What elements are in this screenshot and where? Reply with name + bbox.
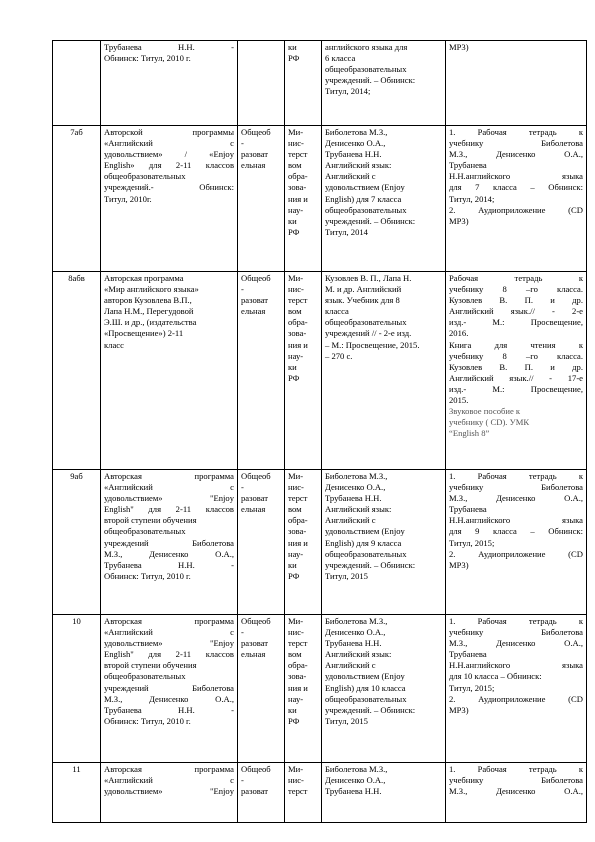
- cell-approved-by-line: ки: [288, 559, 297, 570]
- cell-program-line: Авторская программа: [104, 764, 234, 774]
- cell-approved-by-line: РФ: [288, 53, 300, 64]
- cell-approved-by-line: РФ: [288, 570, 300, 581]
- cell-textbook-line: – 270 с.: [325, 350, 353, 361]
- cell-supplementary-line: Английский язык.// - 17-е: [449, 372, 583, 383]
- cell-approved-by-line: зова-: [288, 328, 307, 339]
- cell-approved-by-line: вом: [288, 160, 302, 171]
- cell-supplementary-line: Английский язык.// - 2-е: [449, 306, 583, 317]
- cell-supplementary-line: 2015.: [449, 395, 469, 406]
- cell-approved-by-line: зова-: [288, 526, 307, 537]
- table-row: [53, 41, 587, 126]
- cell-textbook-line: English) для 9 класса: [325, 537, 402, 548]
- cell-approved-by-line: ки: [288, 704, 297, 715]
- class-label: 11: [72, 764, 81, 774]
- cell-supplementary: [446, 470, 587, 615]
- cell-supplementary-line: Н.Н.английского языка: [449, 171, 583, 182]
- cell-textbook-line: учреждений. – Обнинск:: [325, 215, 416, 226]
- cell-supplementary-line: М.З., Денисенко О.А.,: [449, 786, 583, 797]
- cell-supplementary: [446, 272, 587, 470]
- cell-textbook-line: Трубанева Н.Н.: [325, 149, 382, 160]
- cell-approved-by-line: Ми-: [288, 616, 304, 626]
- cell-approved-by-line: Ми-: [288, 127, 304, 137]
- cell-textbook-line: Трубанева Н.Н.: [325, 493, 382, 504]
- cell-textbook-line: Титул, 2014: [325, 226, 368, 237]
- cell-level-line: Общеоб: [241, 616, 271, 626]
- cell-level-line: Общеоб: [241, 471, 271, 481]
- cell-supplementary-line: МР3): [449, 704, 469, 715]
- cell-approved-by: [285, 272, 322, 470]
- cell-program: [101, 470, 238, 615]
- cell-textbook-line: общеобразовательных: [325, 204, 407, 215]
- cell-approved-by-line: терст: [288, 149, 308, 160]
- cell-level-line: -: [241, 138, 244, 149]
- cell-supplementary-line: Н.Н.английского языка: [449, 660, 583, 671]
- cell-class: [53, 41, 101, 126]
- cell-supplementary-line: 2. Аудиоприложение (CD: [449, 693, 583, 704]
- cell-level: [238, 615, 285, 763]
- cell-program: [101, 615, 238, 763]
- cell-textbook-line: язык. Учебник для 8: [325, 295, 400, 306]
- cell-level: [238, 763, 285, 823]
- cell-supplementary-line: для 9 класса – Обнинск:: [449, 526, 583, 537]
- cell-supplementary-line: Титул, 2015;: [449, 682, 495, 693]
- cell-program-line: Трубанева Н.Н. -: [104, 559, 234, 570]
- cell-class: [53, 763, 101, 823]
- cell-textbook-line: Титул, 2015: [325, 570, 368, 581]
- cell-approved-by-line: терст: [288, 493, 308, 504]
- cell-approved-by-line: вом: [288, 649, 302, 660]
- cell-textbook-line: Английский язык:: [325, 160, 392, 171]
- cell-supplementary-line: учебнику 8 –го класса.: [449, 350, 583, 361]
- cell-supplementary-line: учебнику Биболетова: [449, 775, 583, 786]
- cell-level-line: ельная: [241, 306, 266, 317]
- cell-program: [101, 41, 238, 126]
- cell-approved-by-line: ния и: [288, 537, 308, 548]
- cell-supplementary-line: 2016.: [449, 328, 469, 339]
- cell-textbook-line: учреждений // - 2-е изд.: [325, 328, 412, 339]
- cell-program-line: учреждений.- Обнинск:: [104, 182, 234, 193]
- table-row: [53, 470, 587, 615]
- cell-supplementary-line: М.З., Денисенко О.А.,: [449, 493, 583, 504]
- cell-approved-by-line: обра-: [288, 660, 308, 671]
- cell-program-line: Авторская программа: [104, 616, 234, 626]
- cell-supplementary-line: учебнику Биболетова: [449, 482, 583, 493]
- table-row: [53, 272, 587, 470]
- cell-approved-by: [285, 41, 322, 126]
- cell-program-line: English" для 2-11 классов: [104, 504, 234, 515]
- cell-class: [53, 615, 101, 763]
- cell-supplementary-line: Рабочая тетрадь к: [449, 273, 583, 283]
- cell-program-line: «Мир английского языка»: [104, 284, 199, 295]
- cell-supplementary-line: МР3): [449, 42, 469, 52]
- cell-program-line: авторов Кузовлева В.П.,: [104, 295, 192, 306]
- cell-program-line: English" для 2-11 классов: [104, 649, 234, 660]
- cell-level-line: -: [241, 482, 244, 493]
- cell-level-line: Общеоб: [241, 127, 271, 137]
- cell-approved-by-line: ния и: [288, 682, 308, 693]
- class-label: 8абв: [68, 273, 85, 283]
- cell-supplementary-line: 2. Аудиоприложение (CD: [449, 204, 583, 215]
- cell-textbook-line: 6 класса: [325, 53, 356, 64]
- cell-textbook: [322, 763, 446, 823]
- cell-supplementary-line: Кузовлев В. П. и др.: [449, 361, 583, 372]
- cell-supplementary-line: Звуковое пособие к: [449, 406, 521, 417]
- cell-program-line: Титул, 2010г.: [104, 193, 152, 204]
- cell-textbook-line: Английский язык:: [325, 504, 392, 515]
- cell-textbook-line: Английский с: [325, 515, 376, 526]
- cell-approved-by-line: зова-: [288, 182, 307, 193]
- cell-approved-by-line: нис-: [288, 482, 304, 493]
- cell-supplementary-line: Книга для чтения к: [449, 339, 583, 350]
- cell-textbook-line: общеобразовательных: [325, 548, 407, 559]
- cell-program: [101, 763, 238, 823]
- cell-approved-by-line: нис-: [288, 627, 304, 638]
- cell-textbook: [322, 470, 446, 615]
- cell-supplementary-line: Трубанева: [449, 160, 487, 171]
- cell-approved-by-line: РФ: [288, 715, 300, 726]
- cell-textbook-line: English) для 10 класса: [325, 682, 406, 693]
- cell-supplementary-line: Титул, 2015;: [449, 537, 495, 548]
- cell-approved-by-line: нис-: [288, 138, 304, 149]
- cell-program-line: удовольствием» / «Enjoy: [104, 149, 234, 160]
- cell-level-line: разоват: [241, 493, 269, 504]
- cell-textbook-line: английского языка для: [325, 42, 408, 52]
- cell-supplementary-line: МР3): [449, 215, 469, 226]
- cell-level-line: разоват: [241, 638, 269, 649]
- cell-supplementary: [446, 615, 587, 763]
- cell-supplementary-line: изд.- М.: Просвещение,: [449, 317, 583, 328]
- cell-approved-by: [285, 615, 322, 763]
- cell-textbook-line: Денисенко О.А.,: [325, 775, 386, 786]
- cell-approved-by-line: ки: [288, 215, 297, 226]
- cell-textbook-line: Трубанева Н.Н.: [325, 638, 382, 649]
- cell-program-line: М.З., Денисенко О.А.,: [104, 693, 234, 704]
- cell-textbook-line: English) для 7 класса: [325, 193, 402, 204]
- cell-textbook-line: Денисенко О.А.,: [325, 138, 386, 149]
- cell-level-line: Общеоб: [241, 273, 271, 283]
- cell-level-line: ельная: [241, 160, 266, 171]
- cell-class: [53, 470, 101, 615]
- cell-program: [101, 272, 238, 470]
- cell-approved-by-line: нау-: [288, 204, 304, 215]
- cell-supplementary-line: 1. Рабочая тетрадь к: [449, 471, 583, 481]
- cell-textbook-line: Денисенко О.А.,: [325, 482, 386, 493]
- cell-program-line: «Английский с: [104, 482, 234, 493]
- cell-program-line: учреждений Биболетова: [104, 537, 234, 548]
- cell-program-line: общеобразовательных: [104, 171, 186, 182]
- cell-supplementary-line: изд.- М.: Просвещение,: [449, 383, 583, 394]
- cell-program-line: Авторской программы: [104, 127, 234, 137]
- cell-program-line: второй ступени обучения: [104, 660, 197, 671]
- cell-textbook-line: Английский с: [325, 171, 376, 182]
- cell-approved-by-line: Ми-: [288, 273, 304, 283]
- cell-supplementary-line: учебнику ( CD). УМК: [449, 417, 530, 428]
- cell-approved-by-line: нау-: [288, 548, 304, 559]
- cell-program-line: общеобразовательных: [104, 526, 186, 537]
- cell-textbook-line: Кузовлев В. П., Лапа Н.: [325, 273, 412, 283]
- cell-supplementary-line: учебнику Биболетова: [449, 138, 583, 149]
- cell-supplementary-line: 1. Рабочая тетрадь к: [449, 764, 583, 774]
- cell-approved-by-line: РФ: [288, 372, 300, 383]
- cell-supplementary-line: Трубанева: [449, 649, 487, 660]
- cell-textbook: [322, 272, 446, 470]
- cell-level-line: -: [241, 284, 244, 295]
- cell-textbook-line: удовольствием (Enjoy: [325, 182, 405, 193]
- cell-supplementary-line: для 7 класса – Обнинск:: [449, 182, 583, 193]
- curriculum-table: [52, 40, 587, 823]
- table-row: [53, 763, 587, 823]
- cell-textbook-line: учреждений. – Обнинск:: [325, 559, 416, 570]
- cell-supplementary-line: Кузовлев В. П. и др.: [449, 295, 583, 306]
- cell-supplementary-line: Титул, 2014;: [449, 193, 495, 204]
- cell-program-line: удовольствием» "Enjoy: [104, 493, 234, 504]
- cell-textbook-line: – М.: Просвещение, 2015.: [325, 339, 420, 350]
- cell-textbook-line: М. и др. Английский: [325, 284, 402, 295]
- cell-approved-by-line: терст: [288, 638, 308, 649]
- cell-program-line: Авторская программа: [104, 273, 184, 283]
- cell-supplementary-line: М.З., Денисенко О.А.,: [449, 149, 583, 160]
- cell-approved-by-line: нау-: [288, 350, 304, 361]
- cell-supplementary-line: учебнику Биболетова: [449, 627, 583, 638]
- cell-program-line: Обнинск: Титул, 2010 г.: [104, 53, 191, 64]
- cell-textbook-line: общеобразовательных: [325, 693, 407, 704]
- cell-approved-by-line: ки: [288, 42, 297, 52]
- cell-approved-by-line: вом: [288, 504, 302, 515]
- cell-supplementary-line: для 10 класса – Обнинск:: [449, 671, 542, 682]
- cell-supplementary: [446, 763, 587, 823]
- class-label: 9аб: [70, 471, 83, 481]
- cell-approved-by: [285, 763, 322, 823]
- cell-approved-by-line: терст: [288, 786, 308, 797]
- cell-approved-by-line: обра-: [288, 515, 308, 526]
- cell-program-line: Трубанева Н.Н. -: [104, 42, 234, 52]
- cell-supplementary-line: “English 8”: [449, 428, 490, 439]
- cell-textbook-line: Титул, 2014;: [325, 86, 371, 97]
- cell-supplementary-line: Н.Н.английского языка: [449, 515, 583, 526]
- cell-level-line: Общеоб: [241, 764, 271, 774]
- cell-textbook-line: Трубанева Н.Н.: [325, 786, 382, 797]
- cell-approved-by-line: нис-: [288, 775, 304, 786]
- class-label: 7аб: [70, 127, 83, 137]
- cell-program-line: «Английский с: [104, 138, 234, 149]
- cell-textbook-line: Титул, 2015: [325, 715, 368, 726]
- cell-class: [53, 126, 101, 272]
- cell-program-line: English» для 2-11 классов: [104, 160, 234, 171]
- cell-level: [238, 470, 285, 615]
- cell-approved-by-line: нис-: [288, 284, 304, 295]
- cell-approved-by-line: ния и: [288, 193, 308, 204]
- cell-textbook-line: учреждений. – Обнинск:: [325, 75, 416, 86]
- cell-approved-by-line: РФ: [288, 226, 300, 237]
- cell-class: [53, 272, 101, 470]
- cell-program-line: Э.Ш. и др., (издательства: [104, 317, 197, 328]
- cell-program-line: учреждений Биболетова: [104, 682, 234, 693]
- cell-program-line: второй ступени обучения: [104, 515, 197, 526]
- cell-level: [238, 272, 285, 470]
- cell-approved-by-line: ния и: [288, 339, 308, 350]
- cell-program-line: Обнинск: Титул, 2010 г.: [104, 570, 191, 581]
- cell-level-line: -: [241, 627, 244, 638]
- cell-approved-by-line: зова-: [288, 671, 307, 682]
- cell-supplementary-line: М.З., Денисенко О.А.,: [449, 638, 583, 649]
- cell-level: [238, 41, 285, 126]
- cell-textbook-line: удовольствием (Enjoy: [325, 671, 405, 682]
- curriculum-table-body: [53, 41, 587, 823]
- cell-program-line: «Английский с: [104, 775, 234, 786]
- cell-level-line: ельная: [241, 649, 266, 660]
- cell-approved-by-line: вом: [288, 306, 302, 317]
- cell-textbook-line: Денисенко О.А.,: [325, 627, 386, 638]
- cell-supplementary-line: 1. Рабочая тетрадь к: [449, 616, 583, 626]
- cell-level-line: разоват: [241, 295, 269, 306]
- class-label: 10: [72, 616, 81, 626]
- cell-program-line: класс: [104, 339, 124, 350]
- cell-approved-by: [285, 470, 322, 615]
- cell-program-line: «Просвещение») 2-11: [104, 328, 184, 339]
- cell-level-line: ельная: [241, 504, 266, 515]
- cell-textbook-line: класса: [325, 306, 349, 317]
- cell-supplementary-line: МР3): [449, 559, 469, 570]
- cell-approved-by-line: терст: [288, 295, 308, 306]
- cell-textbook-line: Биболетова М.З.,: [325, 471, 388, 481]
- cell-approved-by: [285, 126, 322, 272]
- cell-approved-by-line: Ми-: [288, 764, 304, 774]
- cell-textbook-line: Биболетова М.З.,: [325, 616, 388, 626]
- cell-program-line: удовольствием» "Enjoy: [104, 786, 234, 797]
- cell-supplementary: [446, 41, 587, 126]
- cell-approved-by-line: обра-: [288, 171, 308, 182]
- cell-program: [101, 126, 238, 272]
- cell-supplementary-line: учебнику 8 –го класса.: [449, 284, 583, 295]
- cell-textbook: [322, 615, 446, 763]
- cell-textbook-line: удовольствием (Enjoy: [325, 526, 405, 537]
- cell-textbook-line: Биболетова М.З.,: [325, 127, 388, 137]
- cell-textbook-line: общеобразовательных: [325, 317, 407, 328]
- cell-program-line: «Английский с: [104, 627, 234, 638]
- cell-approved-by-line: Ми-: [288, 471, 304, 481]
- cell-textbook-line: Английский язык:: [325, 649, 392, 660]
- cell-supplementary: [446, 126, 587, 272]
- cell-supplementary-line: Трубанева: [449, 504, 487, 515]
- cell-supplementary-line: 2. Аудиоприложение (CD: [449, 548, 583, 559]
- cell-textbook-line: общеобразовательных: [325, 64, 407, 75]
- cell-program-line: общеобразовательных: [104, 671, 186, 682]
- table-row: [53, 615, 587, 763]
- cell-program-line: М.З., Денисенко О.А.,: [104, 548, 234, 559]
- cell-supplementary-line: 1. Рабочая тетрадь к: [449, 127, 583, 137]
- cell-textbook: [322, 126, 446, 272]
- cell-program-line: удовольствием» "Enjoy: [104, 638, 234, 649]
- cell-level-line: -: [241, 775, 244, 786]
- cell-level-line: разоват: [241, 786, 269, 797]
- cell-program-line: Обнинск: Титул, 2010 г.: [104, 715, 191, 726]
- cell-approved-by-line: ки: [288, 361, 297, 372]
- cell-textbook-line: учреждений. – Обнинск:: [325, 704, 416, 715]
- cell-program-line: Лапа Н.М., Перегудовой: [104, 306, 194, 317]
- cell-approved-by-line: нау-: [288, 693, 304, 704]
- cell-approved-by-line: обра-: [288, 317, 308, 328]
- cell-textbook-line: Биболетова М.З.,: [325, 764, 388, 774]
- cell-textbook-line: Английский с: [325, 660, 376, 671]
- cell-level: [238, 126, 285, 272]
- table-row: [53, 126, 587, 272]
- cell-level-line: разоват: [241, 149, 269, 160]
- cell-program-line: Авторская программа: [104, 471, 234, 481]
- cell-program-line: Трубанева Н.Н. -: [104, 704, 234, 715]
- cell-textbook: [322, 41, 446, 126]
